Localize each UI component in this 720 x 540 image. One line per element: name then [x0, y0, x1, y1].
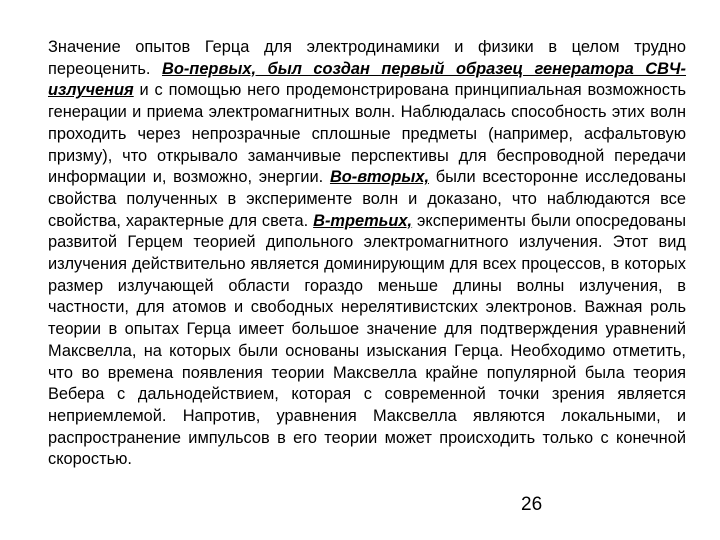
emphasis-second: Во-вторых,	[329, 168, 429, 187]
text-segment-intro: Значение опытов Герца для электродинамики и физики в целом трудно переоценить.	[48, 38, 686, 78]
emphasis-first: Во-первых, был создан первый образец генератора СВЧ-излучения	[48, 59, 686, 100]
emphasis-third: В-третьих,	[313, 211, 413, 230]
body-paragraph	[48, 37, 686, 471]
text-segment-properties: были всесторонне исследованы свойства полученных в эксперименте волн и доказано, что наблюдаются все свойства, характерные для света.	[48, 168, 686, 230]
text-segment-theory: эксперименты были опосредованы развитой Герцем теорией дипольного электромагнитного излучения. Этот вид излучения действительно является доминирующим для всех процессов, в которых размер излучающей области гораздо меньше длины волны излучения, в частности, для атомов и свободных нерелятивистских электронов. Важная роль теории в опытах Герца имеет большое значение для подтверждения уравнений Максвелла, на которых были основаны изыскания Герца. Необходимо отметить, что во времена появления теории Максвелла крайне популярной была теория Вебера с дальнодействием, которая с современной точки зрения является неприемлемой. Напротив, уравнения Максвелла являются локальными, и распространение импульсов в его теории может происходить только с конечной скоростью.	[48, 211, 686, 469]
text-segment-generation: и с помощью него продемонстрирована принципиальная возможность генерации и приема электромагнитных волн. Наблюдалась способность этих волн проходить через непрозрачные сплошные предметы (например, асфальтовую призму), что открывало заманчивые перспективы для беспроводной передачи информации и, возможно, энергии.	[48, 81, 686, 187]
page-number: 26	[521, 494, 543, 515]
